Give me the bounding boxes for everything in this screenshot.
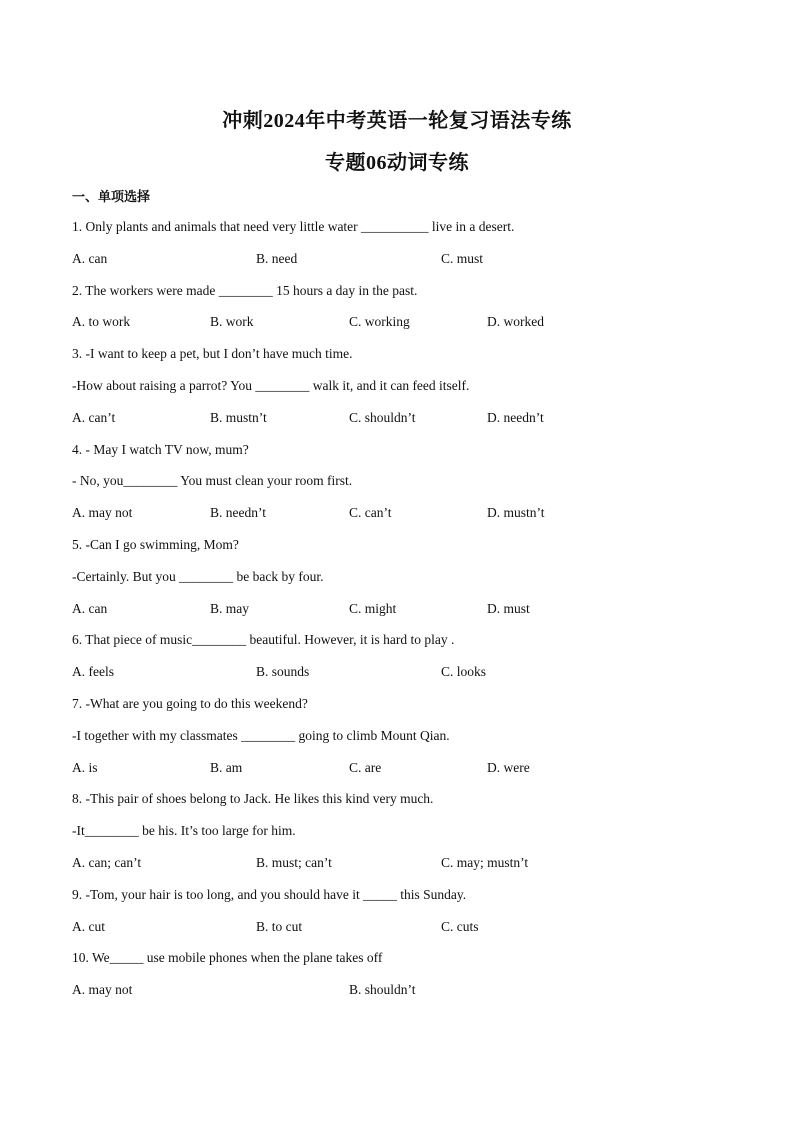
question-5-option-c: C. might bbox=[349, 601, 397, 616]
question-3-option-b: B. mustn’t bbox=[210, 410, 267, 425]
question-5-option-a: A. can bbox=[72, 601, 108, 616]
question-2-option-a: A. to work bbox=[72, 314, 131, 329]
question-5-option-b: B. may bbox=[210, 601, 249, 616]
question-2-option-b: B. work bbox=[210, 314, 254, 329]
question-6-option-a: A. feels bbox=[72, 664, 114, 679]
question-5-text: 5. -Can I go swimming, Mom? bbox=[72, 537, 239, 552]
question-3-option-a: A. can’t bbox=[72, 410, 116, 425]
question-9-option-a: A. cut bbox=[72, 919, 105, 934]
question-7-option-a: A. is bbox=[72, 760, 98, 775]
question-4-text-2: - No, you________ You must clean your room first. bbox=[72, 473, 353, 488]
question-1-option-a: A. can bbox=[72, 251, 108, 266]
question-7-option-b: B. am bbox=[210, 760, 243, 775]
question-7-option-d: D. were bbox=[487, 760, 530, 775]
question-4-option-b: B. needn’t bbox=[210, 505, 266, 520]
question-7-text-2: -I together with my classmates ________ going to climb Mount Qian. bbox=[72, 728, 450, 743]
question-4-text: 4. - May I watch TV now, mum? bbox=[72, 442, 249, 457]
question-4-option-a: A. may not bbox=[72, 505, 133, 520]
question-2-option-d: D. worked bbox=[487, 314, 544, 329]
page-title: 冲刺2024年中考英语一轮复习语法专练 bbox=[222, 110, 572, 132]
page-subtitle: 专题06动词专练 bbox=[325, 152, 469, 174]
question-10-text: 10. We_____ use mobile phones when the plane takes off bbox=[72, 950, 383, 965]
question-4-option-d: D. mustn’t bbox=[487, 505, 545, 520]
question-9-text: 9. -Tom, your hair is too long, and you should have it _____ this Sunday. bbox=[72, 887, 467, 902]
section-heading: 一、单项选择 bbox=[72, 190, 151, 205]
question-8-option-a: A. can; can’t bbox=[72, 855, 142, 870]
question-6-text: 6. That piece of music________ beautiful. However, it is hard to play . bbox=[72, 632, 455, 647]
question-3-option-c: C. shouldn’t bbox=[349, 410, 416, 425]
question-6-option-b: B. sounds bbox=[256, 664, 310, 679]
question-3-text-2: -How about raising a parrot? You ________ walk it, and it can feed itself. bbox=[72, 378, 470, 393]
question-1-option-c: C. must bbox=[441, 251, 484, 266]
question-7-option-c: C. are bbox=[349, 760, 382, 775]
question-1-option-b: B. need bbox=[256, 251, 298, 266]
question-5-text-2: -Certainly. But you ________ be back by four. bbox=[72, 569, 324, 584]
question-8-option-c: C. may; mustn’t bbox=[441, 855, 529, 870]
question-7-text: 7. -What are you going to do this weekend? bbox=[72, 696, 308, 711]
question-5-option-d: D. must bbox=[487, 601, 530, 616]
question-9-option-c: C. cuts bbox=[441, 919, 479, 934]
question-8-text-2: -It________ be his. It’s too large for him. bbox=[72, 823, 296, 838]
question-10-option-b: B. shouldn’t bbox=[349, 982, 416, 997]
question-8-text: 8. -This pair of shoes belong to Jack. He likes this kind very much. bbox=[72, 791, 434, 806]
question-3-text: 3. -I want to keep a pet, but I don’t have much time. bbox=[72, 346, 353, 361]
question-8-option-b: B. must; can’t bbox=[256, 855, 332, 870]
question-6-option-c: C. looks bbox=[441, 664, 487, 679]
question-2-text: 2. The workers were made ________ 15 hours a day in the past. bbox=[72, 283, 418, 298]
question-9-option-b: B. to cut bbox=[256, 919, 303, 934]
question-10-option-a: A. may not bbox=[72, 982, 133, 997]
question-2-option-c: C. working bbox=[349, 314, 410, 329]
question-3-option-d: D. needn’t bbox=[487, 410, 544, 425]
question-4-option-c: C. can’t bbox=[349, 505, 392, 520]
question-1-text: 1. Only plants and animals that need very little water __________ live in a desert. bbox=[72, 219, 515, 234]
